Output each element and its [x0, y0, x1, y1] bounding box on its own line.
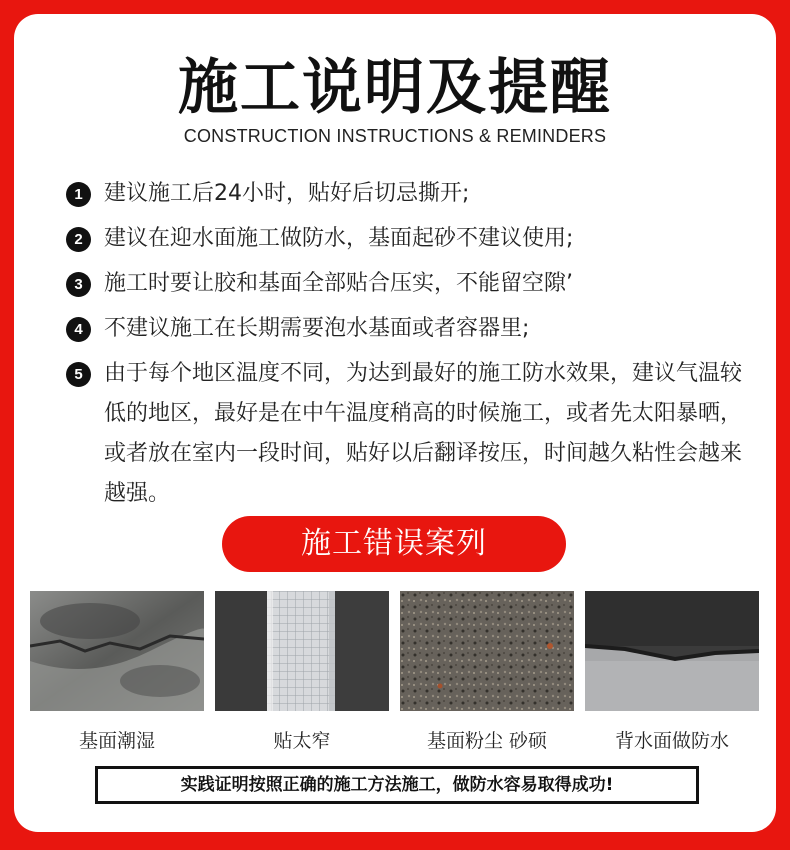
case-caption: 基面粉尘 砂硕 — [426, 730, 548, 752]
page-subtitle: CONSTRUCTION INSTRUCTIONS & REMINDERS — [183, 126, 607, 146]
narrow-tape-photo — [215, 591, 389, 711]
instruction-text: 施工时要让胶和基面全部贴合压实，不能留空隙’ — [104, 271, 573, 296]
number-badge: 1 — [66, 182, 91, 207]
mistakes-banner: 施工错误案列 — [222, 516, 566, 572]
dusty-surface-photo — [400, 591, 574, 711]
number-badge: 2 — [66, 227, 91, 252]
instruction-text: 不建议施工在长期需要泡水基面或者容器里; — [104, 316, 530, 341]
instruction-text: 建议在迎水面施工做防水，基面起砂不建议使用; — [104, 226, 574, 251]
instruction-text: 建议施工后24小时，贴好后切忌撕开; — [104, 181, 470, 206]
case-caption: 背水面做防水 — [614, 730, 729, 752]
page-title: 施工说明及提醒 — [178, 53, 612, 123]
footer-note: 实践证明按照正确的施工方法施工，做防水容易取得成功! — [95, 766, 699, 804]
instruction-card — [14, 14, 776, 832]
number-badge: 3 — [66, 272, 91, 297]
case-caption: 贴太窄 — [273, 730, 331, 752]
number-badge: 5 — [66, 362, 91, 387]
instruction-text: 由于每个地区温度不同，为达到最好的施工防水效果，建议气温较低的地区，最好是在中午温度稍高的时候施工，或者先太阳暴晒，或者放在室内一段时间，贴好以后翻译按压，时间越久粘性会越来越强。 — [104, 361, 743, 506]
wet-concrete-photo — [30, 591, 204, 711]
backwater-surface-photo — [585, 591, 759, 711]
number-badge: 4 — [66, 317, 91, 342]
case-caption: 基面潮湿 — [78, 730, 155, 752]
